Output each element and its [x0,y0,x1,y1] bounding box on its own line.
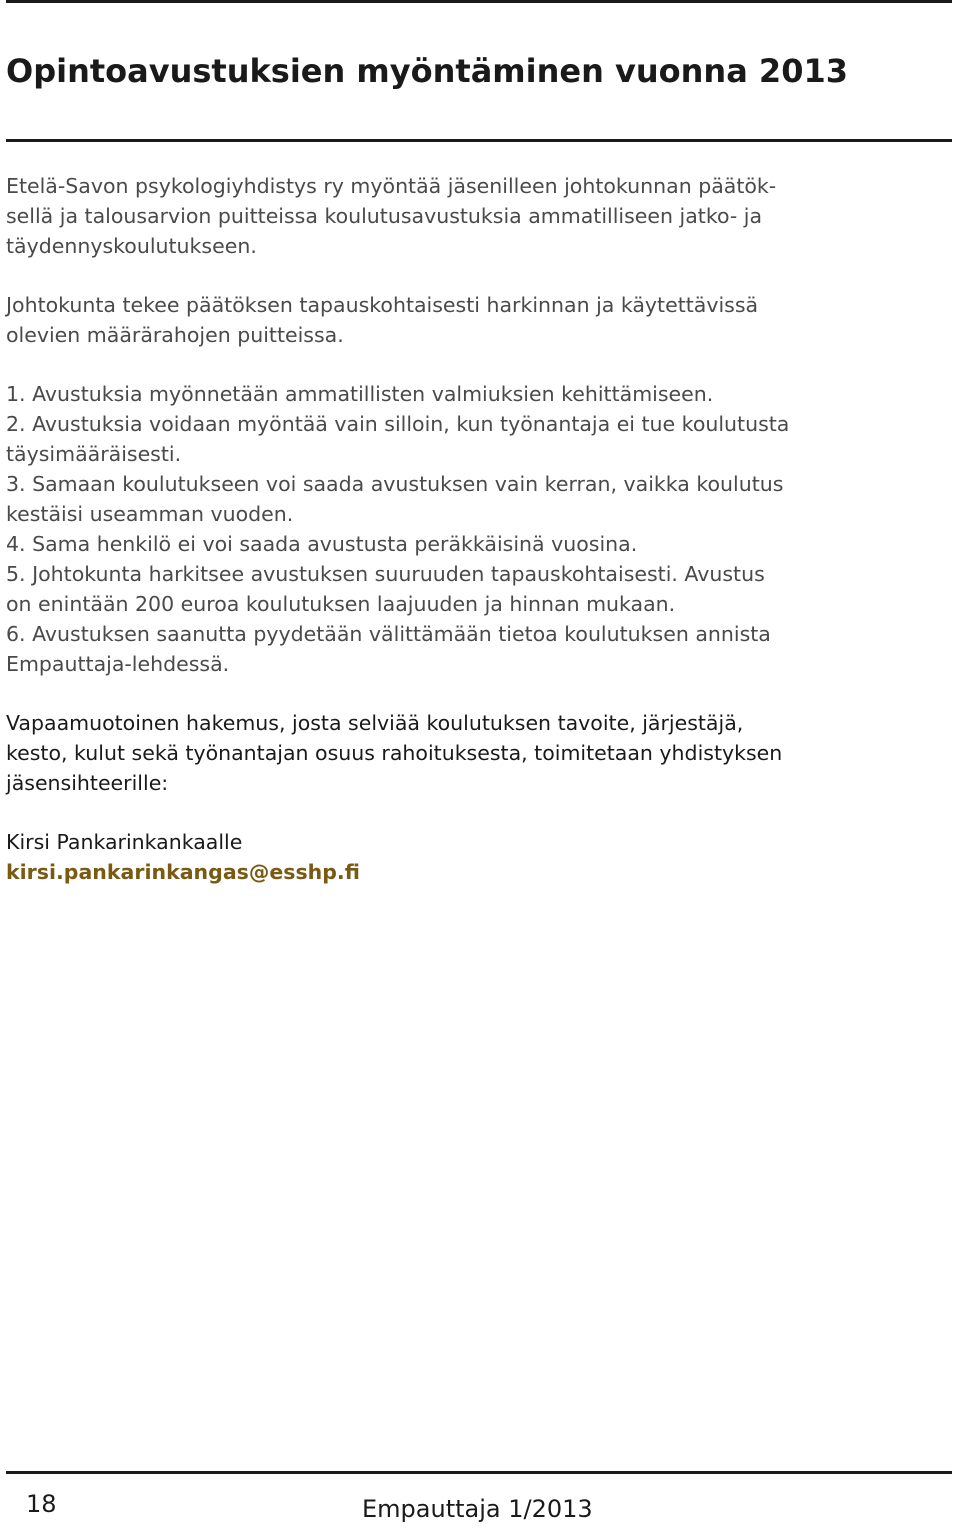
publication-name: Empauttaja 1/2013 [362,1495,593,1523]
page-number: 18 [26,1490,57,1518]
article-body [6,171,956,887]
footer-rule [6,1471,952,1474]
list-item [6,379,956,409]
list-item [6,529,956,559]
application-paragraph [6,708,956,798]
application-line: Vapaamuotoinen hakemus, josta selviää koulutuksen tavoite, järjestäjä, [6,711,744,735]
list-item-text: täysimääräisesti. [6,442,182,466]
list-item-text: 3. Samaan koulutukseen voi saada avustuksen vain kerran, vaikka koulutus [6,472,784,496]
contact-block [6,827,956,887]
rules-list [6,379,956,679]
list-item-text: 5. Johtokunta harkitsee avustuksen suuruuden tapauskohtaisesti. Avustus [6,562,765,586]
application-line: kesto, kulut sekä työnantajan osuus rahoituksesta, toimitetaan yhdistyksen [6,741,783,765]
top-rule [6,0,952,3]
intro-paragraph [6,171,956,261]
intro-line: sellä ja talousarvion puitteissa koulutusavustuksia ammatilliseen jatko- ja [6,204,763,228]
title-rule [6,139,952,142]
intro-line: täydennyskoulutukseen. [6,234,257,258]
list-item [6,409,956,469]
application-line: jäsensihteerille: [6,771,169,795]
decision-line: olevien määrärahojen puitteissa. [6,323,344,347]
list-item-text: 6. Avustuksen saanutta pyydetään välittämään tietoa koulutuksen annista [6,622,771,646]
list-item [6,469,956,529]
page-title: Opintoavustuksien myöntäminen vuonna 2013 [6,52,848,90]
decision-paragraph [6,290,956,350]
decision-line: Johtokunta tekee päätöksen tapauskohtaisesti harkinnan ja käytettävissä [6,293,759,317]
list-item-text: on enintään 200 euroa koulutuksen laajuuden ja hinnan mukaan. [6,592,676,616]
list-item-text: 1. Avustuksia myönnetään ammatillisten valmiuksien kehittämiseen. [6,382,714,406]
contact-name: Kirsi Pankarinkankaalle [6,830,243,854]
list-item-text: 4. Sama henkilö ei voi saada avustusta peräkkäisinä vuosina. [6,532,638,556]
list-item-text: kestäisi useamman vuoden. [6,502,294,526]
list-item [6,619,956,679]
intro-line: Etelä-Savon psykologiyhdistys ry myöntää jäsenilleen johtokunnan päätök- [6,174,777,198]
list-item-text: 2. Avustuksia voidaan myöntää vain silloin, kun työnantaja ei tue koulutusta [6,412,790,436]
contact-email-link[interactable]: kirsi.pankarinkangas@esshp.fi [6,860,360,884]
list-item [6,559,956,619]
list-item-text: Empauttaja-lehdessä. [6,652,230,676]
